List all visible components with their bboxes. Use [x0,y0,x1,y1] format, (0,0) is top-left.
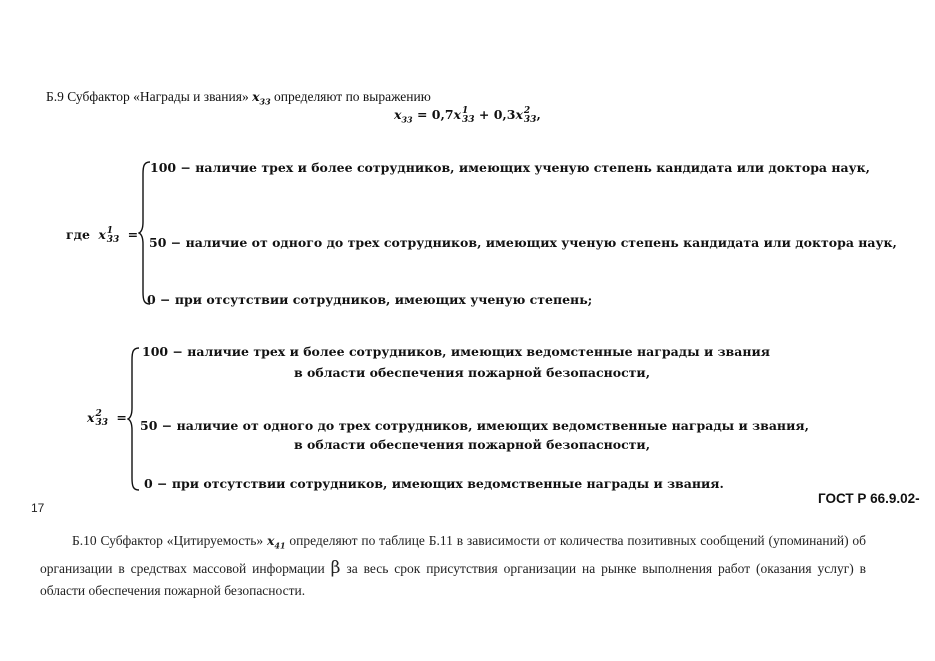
case2-equals: = [116,410,127,425]
case1-brace [138,160,152,306]
case2-line1a: 100 − наличие трех и более сотрудников, имеющих ведомстенные награды и звания [142,344,770,359]
b10-part1: Б.10 Субфактор «Цитируемость» [72,533,264,548]
b9-intro-suffix: определяют по выражению [274,89,431,104]
formula-term1: x 1 33 [453,106,475,125]
case1-equals: = [127,227,139,242]
b9-intro-prefix: Б.9 Субфактор «Награды и звания» [46,89,249,104]
case2-line2b: в области обеспечения пожарной безопасности, [294,437,651,452]
case2-line1b: в области обеспечения пожарной безопасности, [294,365,651,380]
case2-brace [127,346,141,492]
case2-variable: x 2 33 [87,409,108,428]
case1-line3: 0 − при отсутствии сотрудников, имеющих ученую степень; [147,292,593,307]
b10-paragraph [40,530,866,602]
b10-beta: β [330,557,341,578]
formula-term2: x 2 33 [515,106,537,125]
standard-code: ГОСТ Р 66.9.02- [818,491,920,506]
b9-intro-variable: $x_{33}$ [252,89,271,107]
case1-variable: x 1 33 [98,226,120,245]
b10-part3: за весь срок присутствия организации на рынке выполнения работ (оказания услуг) в области обеспечения пожарной безопасности. [40,560,867,598]
case2-line2a: 50 − наличие от одного до трех сотрудников, имеющих ведомственные награды и звания, [140,418,809,433]
formula-end: , [536,107,541,122]
formula-lhs: $x_{33}$ [394,107,413,125]
case1-line1: 100 − наличие трех и более сотрудников, имеющих ученую степень кандидата или доктора наук, [150,160,871,175]
case1-lhs [66,227,138,244]
case1-prefix: где [66,227,90,242]
b10-variable: $x_{41}$ [266,533,286,551]
formula-coef-a: = 0,7 [416,107,454,122]
b9-intro-line [46,89,431,107]
b10-part2: определяют по таблице Б.11 в зависимости от количества позитивных сообщений (упоминаний) об организации в средствах массовой информации [40,533,867,576]
page-number: 17 [31,501,45,515]
case1-line2: 50 − наличие от одного до трех сотрудников, имеющих ученую степень кандидата или доктора наук, [149,235,897,250]
case2-line3: 0 − при отсутствии сотрудников, имеющих ведомственные награды и звания. [144,476,724,491]
b9-formula [394,107,541,125]
formula-coef-b: + 0,3 [478,107,516,122]
case2-lhs [87,410,127,427]
